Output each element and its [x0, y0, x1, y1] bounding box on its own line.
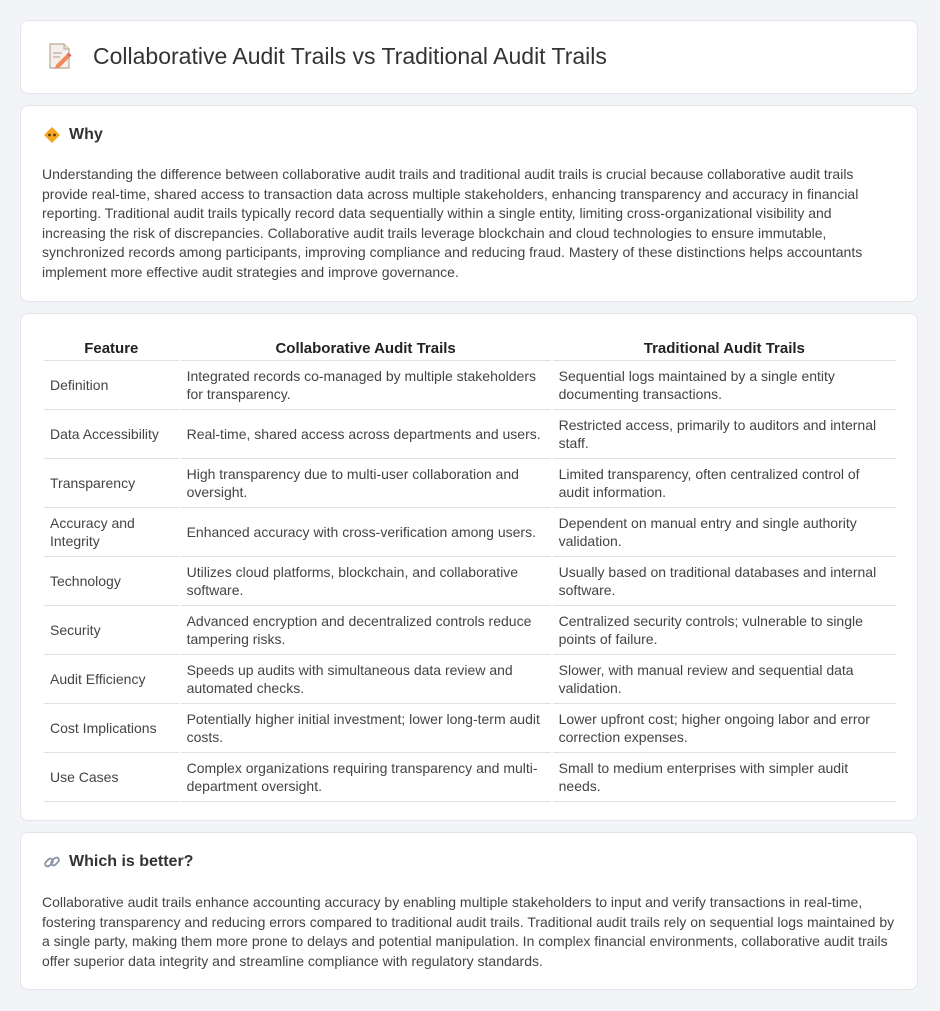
why-text: Understanding the difference between collaborative audit trails and traditional audit trails is crucial because collaborative audit trails provide real-time, shared access to transaction data across multiple stakeholders, enhancing transparency and accuracy in financial reporting. Traditional audit trails typically record data sequentially within a single entity, limiting cross-organizational visibility and increasing the risk of discrepancies. Collaborative audit trails leverage blockchain and cloud technologies to ensure immutable, synchronized records among participants, improving compliance and reducing fraud. Mastery of these distinctions helps accountants implement more effective audit strategies and improve governance. [42, 166, 863, 280]
which-better-heading: Which is better? [69, 853, 194, 870]
table-row [44, 557, 896, 606]
traditional-cell: Slower, with manual review and sequential data validation. [553, 655, 896, 704]
feature-cell: Use Cases [44, 753, 179, 802]
feature-cell: Definition [44, 361, 179, 410]
table-header-row [44, 334, 896, 361]
table-row [44, 410, 896, 459]
traditional-cell: Sequential logs maintained by a single entity documenting transactions. [553, 361, 896, 410]
link-icon [43, 853, 61, 871]
header-card [20, 20, 918, 94]
feature-cell: Security [44, 606, 179, 655]
traditional-cell: Restricted access, primarily to auditors and internal staff. [553, 410, 896, 459]
diamond-icon [43, 126, 61, 144]
col-header-traditional: Traditional Audit Trails [553, 334, 896, 361]
collaborative-cell: Potentially higher initial investment; lower long-term audit costs. [181, 704, 551, 753]
page-title: Collaborative Audit Trails vs Traditional Audit Trails [93, 42, 607, 69]
collaborative-cell: Advanced encryption and decentralized controls reduce tampering risks. [181, 606, 551, 655]
col-header-collaborative: Collaborative Audit Trails [181, 334, 551, 361]
table-row [44, 459, 896, 508]
traditional-cell: Small to medium enterprises with simpler audit needs. [553, 753, 896, 802]
traditional-cell: Lower upfront cost; higher ongoing labor and error correction expenses. [553, 704, 896, 753]
why-card [20, 105, 918, 302]
table-row [44, 606, 896, 655]
collaborative-cell: Speeds up audits with simultaneous data review and automated checks. [181, 655, 551, 704]
feature-cell: Transparency [44, 459, 179, 508]
feature-cell: Accuracy and Integrity [44, 508, 179, 557]
feature-cell: Cost Implications [44, 704, 179, 753]
collaborative-cell: Real-time, shared access across departments and users. [181, 410, 551, 459]
table-row [44, 753, 896, 802]
col-header-feature: Feature [44, 334, 179, 361]
feature-cell: Technology [44, 557, 179, 606]
table-row [44, 361, 896, 410]
traditional-cell: Centralized security controls; vulnerable to single points of failure. [553, 606, 896, 655]
which-better-card [20, 832, 918, 990]
table-row [44, 704, 896, 753]
collaborative-cell: High transparency due to multi-user collaboration and oversight. [181, 459, 551, 508]
feature-cell: Data Accessibility [44, 410, 179, 459]
collaborative-cell: Utilizes cloud platforms, blockchain, and collaborative software. [181, 557, 551, 606]
traditional-cell: Dependent on manual entry and single authority validation. [553, 508, 896, 557]
traditional-cell: Usually based on traditional databases and internal software. [553, 557, 896, 606]
feature-cell: Audit Efficiency [44, 655, 179, 704]
memo-icon [47, 41, 73, 71]
comparison-card [20, 313, 918, 821]
which-better-text: Collaborative audit trails enhance accounting accuracy by enabling multiple stakeholders to input and verify transactions in real-time, fostering transparency and reducing errors compared to traditional audit trails. Traditional audit trails rely on sequential logs maintained by a single party, making them more prone to delays and potential manipulation. In complex financial environments, collaborative audit trails offer superior data integrity and streamline compliance with regulatory standards. [42, 894, 895, 969]
collaborative-cell: Complex organizations requiring transparency and multi-department oversight. [181, 753, 551, 802]
traditional-cell: Limited transparency, often centralized control of audit information. [553, 459, 896, 508]
table-row [44, 655, 896, 704]
collaborative-cell: Integrated records co-managed by multiple stakeholders for transparency. [181, 361, 551, 410]
table-row [44, 508, 896, 557]
why-heading: Why [69, 126, 103, 143]
collaborative-cell: Enhanced accuracy with cross-verification among users. [181, 508, 551, 557]
comparison-table [42, 334, 898, 802]
